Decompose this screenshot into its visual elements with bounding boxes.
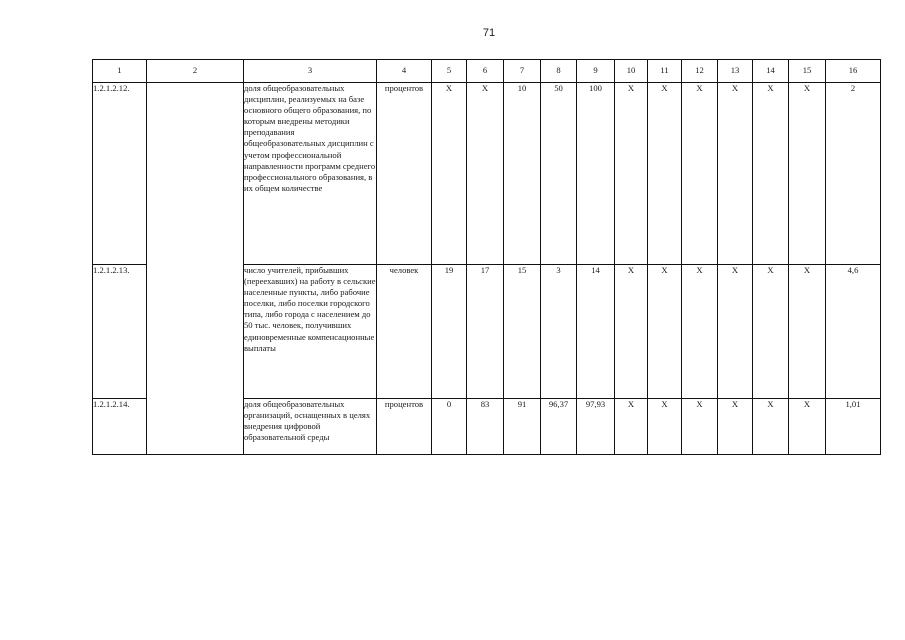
row-unit: человек (377, 265, 432, 399)
row-code: 1.2.1.2.12. (93, 83, 147, 265)
header-cell: 4 (377, 60, 432, 83)
row-value: Х (432, 83, 467, 265)
row-unit: процентов (377, 399, 432, 455)
header-cell: 14 (753, 60, 789, 83)
row-value: Х (682, 265, 718, 399)
header-cell: 13 (718, 60, 753, 83)
row-value: Х (615, 83, 648, 265)
row-value: 10 (504, 83, 541, 265)
row-value: 2 (826, 83, 881, 265)
row-program-cell (147, 399, 244, 455)
header-cell: 16 (826, 60, 881, 83)
indicators-table (92, 59, 881, 455)
header-cell: 12 (682, 60, 718, 83)
header-row (93, 60, 881, 83)
header-cell: 8 (541, 60, 577, 83)
header-cell: 9 (577, 60, 615, 83)
row-program-cell (147, 83, 244, 265)
row-value: Х (789, 399, 826, 455)
row-code: 1.2.1.2.13. (93, 265, 147, 399)
row-value: Х (789, 265, 826, 399)
row-value: 83 (467, 399, 504, 455)
row-unit: процентов (377, 83, 432, 265)
row-code: 1.2.1.2.14. (93, 399, 147, 455)
row-indicator-name: доля общеобразовательных дисциплин, реализуемых на базе основного общего образования, по которым внедрены методики преподавания общеобразовательных дисциплин с учетом профессиональной направленности программ среднего профессионального образования, в их общем количестве (244, 83, 377, 265)
header-cell: 1 (93, 60, 147, 83)
row-value: 91 (504, 399, 541, 455)
row-indicator-name: число учителей, прибывших (переехавших) на работу в сельские населенные пункты, либо рабочие поселки, либо поселки городского типа, либо города с населением до 50 тыс. человек, получивших единовременные компенсационные выплаты (244, 265, 377, 399)
header-cell: 15 (789, 60, 826, 83)
row-value: Х (682, 399, 718, 455)
header-cell: 5 (432, 60, 467, 83)
header-cell: 3 (244, 60, 377, 83)
row-value: Х (753, 83, 789, 265)
row-value: Х (615, 265, 648, 399)
row-value: 1,01 (826, 399, 881, 455)
row-indicator-name: доля общеобразовательных организаций, оснащенных в целях внедрения цифровой образовательной среды (244, 399, 377, 455)
row-value: Х (718, 83, 753, 265)
row-value: 50 (541, 83, 577, 265)
header-cell: 6 (467, 60, 504, 83)
row-value: Х (648, 399, 682, 455)
row-value: Х (467, 83, 504, 265)
row-value: 0 (432, 399, 467, 455)
table-row (93, 399, 881, 455)
header-cell: 10 (615, 60, 648, 83)
header-cell: 2 (147, 60, 244, 83)
row-value: Х (789, 83, 826, 265)
row-value: 96,37 (541, 399, 577, 455)
row-value: Х (648, 265, 682, 399)
row-value: 17 (467, 265, 504, 399)
row-value: 15 (504, 265, 541, 399)
row-value: 4,6 (826, 265, 881, 399)
row-value: Х (753, 399, 789, 455)
row-value: 97,93 (577, 399, 615, 455)
row-value: Х (718, 265, 753, 399)
row-value: Х (682, 83, 718, 265)
row-value: Х (648, 83, 682, 265)
table-row (93, 83, 881, 265)
row-value: Х (615, 399, 648, 455)
row-value: Х (718, 399, 753, 455)
row-value: 100 (577, 83, 615, 265)
row-value: 19 (432, 265, 467, 399)
header-cell: 7 (504, 60, 541, 83)
row-value: Х (753, 265, 789, 399)
table-row (93, 265, 881, 399)
header-cell: 11 (648, 60, 682, 83)
row-value: 14 (577, 265, 615, 399)
row-program-cell (147, 265, 244, 399)
page-number: 71 (482, 27, 496, 39)
row-value: 3 (541, 265, 577, 399)
